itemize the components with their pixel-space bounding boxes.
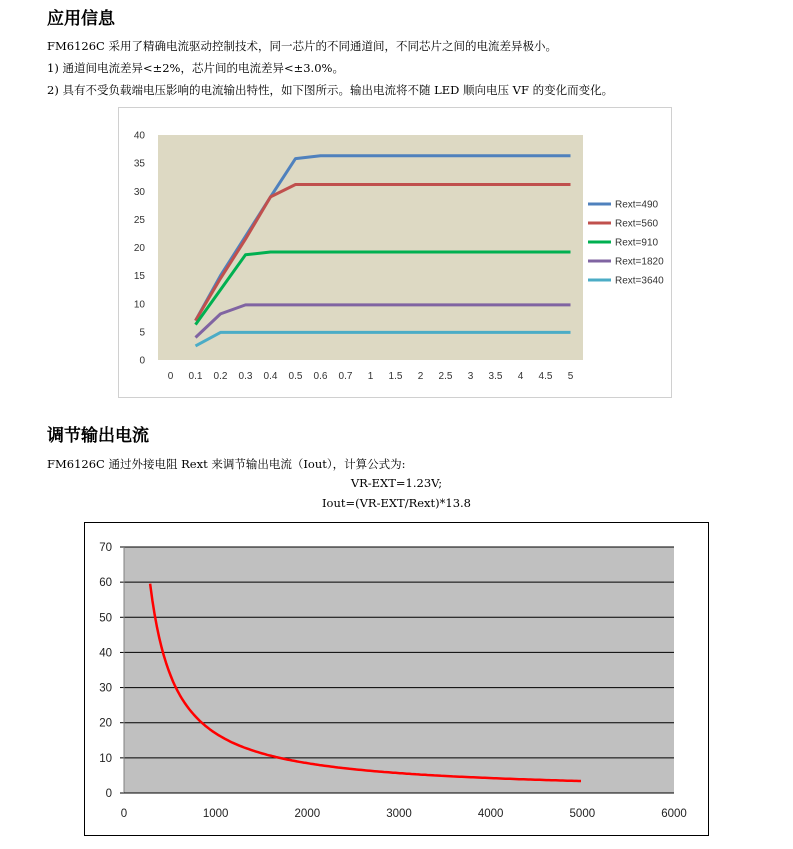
chart1-x-tick-label: 0.4: [263, 371, 278, 382]
chart2-y-tick-label: 70: [99, 542, 112, 554]
chart2-x-tick-label: 6000: [661, 808, 687, 820]
chart1-x-tick-label: 0.2: [213, 371, 228, 382]
chart1-x-tick-label: 0.6: [313, 371, 328, 382]
chart1-x-tick-label: 5: [567, 371, 574, 382]
chart2-y-tick-label: 60: [99, 577, 112, 590]
section-title-app-info: 应用信息: [47, 9, 115, 29]
chart1-y-tick-label: 5: [139, 327, 145, 339]
chart1-y-tick-label: 15: [133, 271, 145, 283]
chart2-x-tick-label: 2000: [294, 808, 321, 820]
chart2-y-tick-label: 10: [99, 752, 112, 765]
chart1-y-tick-label: 40: [133, 130, 145, 142]
formula-iout: Iout=(VR-EXT/Rext)*13.8: [321, 496, 471, 510]
chart1-x-tick-label: 0.7: [338, 371, 353, 382]
chart1-y-tick-label: 0: [139, 355, 145, 367]
chart1-x-tick-label: 3: [467, 371, 474, 382]
chart1-y-tick-label: 30: [133, 186, 145, 198]
chart1-x-tick-label: 1.5: [388, 371, 403, 382]
chart2-y-tick-label: 40: [99, 647, 112, 660]
chart2-y-tick-label: 20: [99, 717, 112, 730]
chart2-y-tick-label: 30: [99, 682, 112, 695]
chart-iout-vs-rext: [84, 522, 709, 836]
chart2-x-tick-label: 3000: [386, 808, 412, 820]
chart1-x-tick-label: 4.5: [538, 371, 553, 382]
chart1-x-tick-label: 4: [517, 371, 524, 382]
adjust-intro: FM6126C 通过外接电阻 Rext 来调节输出电流（Iout），计算公式为:: [47, 457, 406, 471]
chart2-x-tick-label: 0: [120, 808, 128, 820]
chart2-y-tick-label: 0: [105, 788, 112, 800]
chart2-x-tick-label: 4000: [477, 808, 504, 820]
chart1-legend-label: Rext=910: [615, 237, 659, 249]
chart1-y-tick-label: 35: [133, 158, 145, 170]
chart1-legend-label: Rext=3640: [615, 275, 664, 287]
formula-vrext: VR-EXT=1.23V;: [350, 476, 443, 490]
chart1-x-tick-label: 2.5: [438, 371, 453, 382]
chart1-y-tick-label: 25: [133, 214, 145, 226]
chart1-y-tick-label: 10: [133, 299, 145, 311]
chart2-plot-area: [124, 547, 674, 793]
section-title-adjust-current: 调节输出电流: [47, 426, 149, 446]
chart1-legend-label: Rext=1820: [615, 256, 664, 268]
chart1-x-tick-label: 1: [367, 371, 374, 382]
chart-current-vs-voltage: [118, 107, 672, 398]
chart2-x-tick-label: 5000: [569, 808, 596, 820]
paragraph-line-2: 1) 通道间电流差异<±2%，芯片间的电流差异<±3.0%。: [47, 61, 344, 75]
chart1-x-tick-label: 3.5: [488, 371, 503, 382]
chart1-x-tick-label: 0.5: [288, 371, 303, 382]
chart1-legend-label: Rext=490: [615, 199, 659, 211]
chart1-y-tick-label: 20: [133, 243, 145, 254]
paragraph-line-1: FM6126C 采用了精确电流驱动控制技术，同一芯片的不同通道间，不同芯片之间的电流差异极小。: [47, 39, 557, 53]
chart1-x-tick-label: 2: [417, 371, 424, 382]
chart2-y-tick-label: 50: [99, 612, 112, 625]
chart1-x-tick-label: 0.3: [238, 371, 253, 382]
chart1-x-tick-label: 0: [167, 371, 174, 382]
chart1-x-tick-label: 0.1: [188, 371, 203, 382]
chart2-x-tick-label: 1000: [202, 808, 229, 820]
chart1-plot-area: [158, 135, 583, 360]
paragraph-line-3: 2) 具有不受负载端电压影响的电流输出特性，如下图所示。输出电流将不随 LED 顺向电压 VF 的变化而变化。: [47, 83, 614, 97]
chart1-legend-label: Rext=560: [615, 218, 659, 230]
